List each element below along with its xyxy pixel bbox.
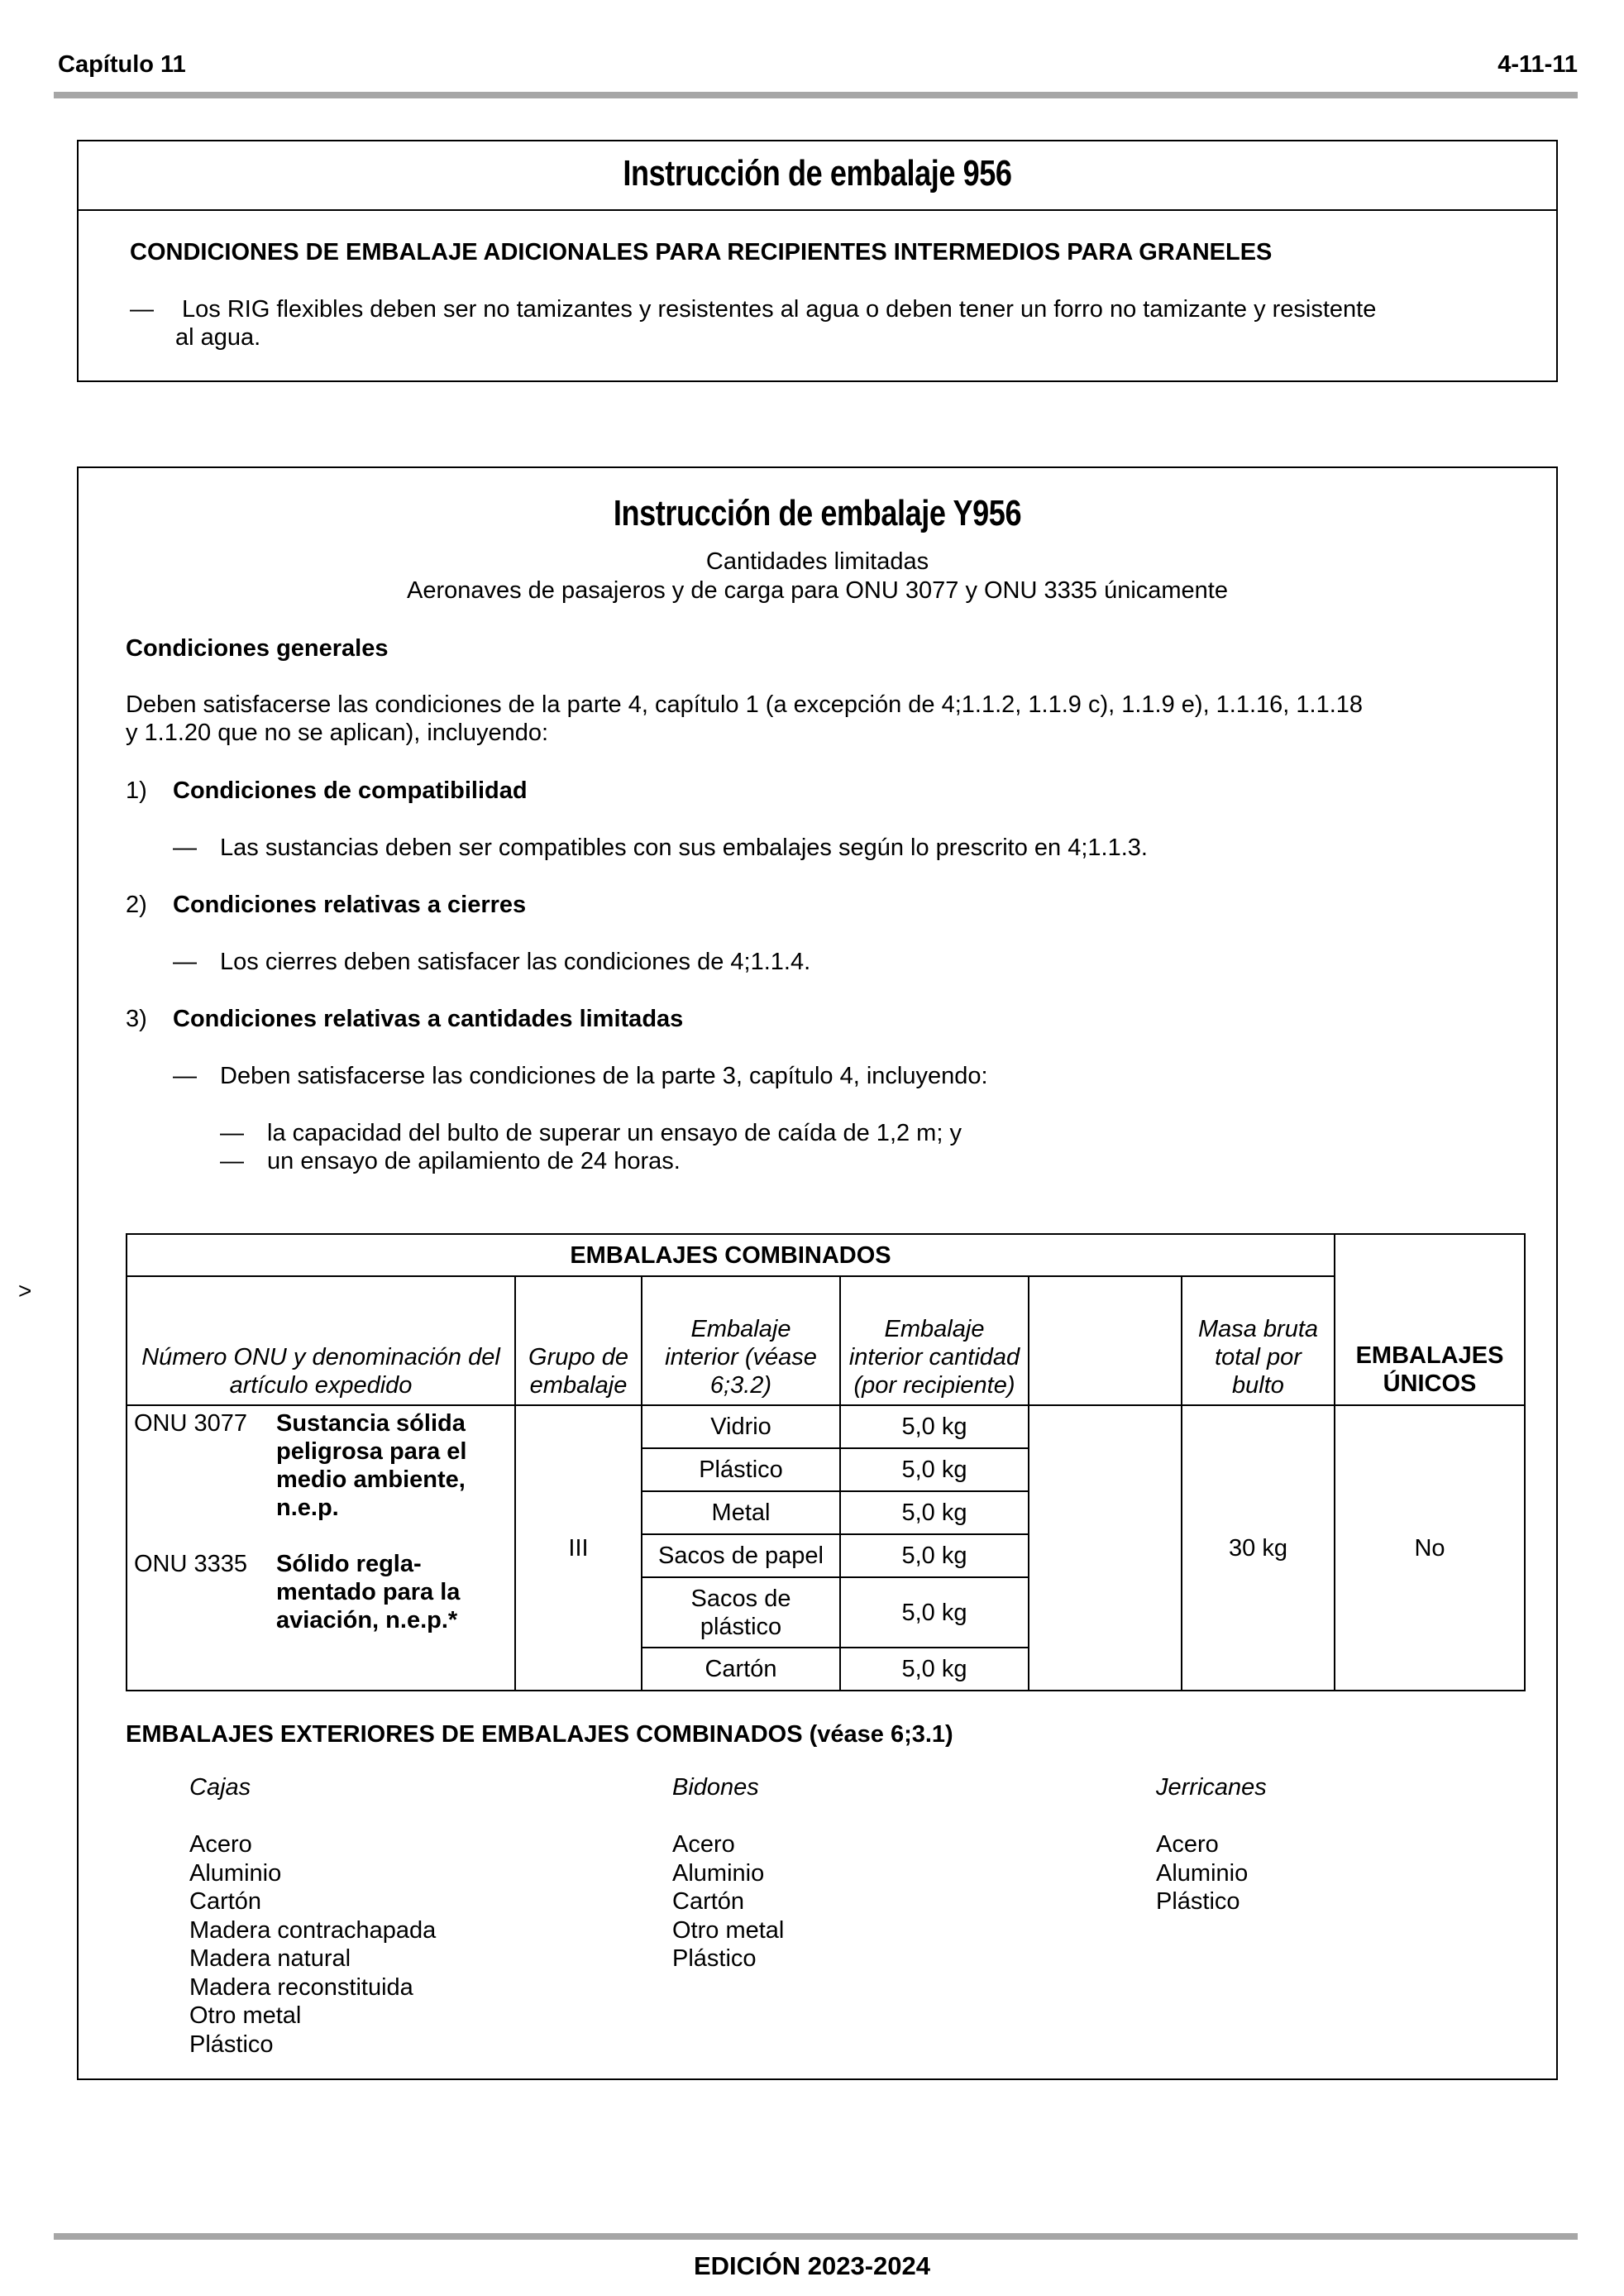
- item-3-number: 3): [126, 1006, 147, 1032]
- un-3335-name: Sólido regla-mentado para la aviación, n.e.p.*: [276, 1551, 461, 1634]
- outer-item: Aluminio: [672, 1859, 765, 1887]
- un-3077-name: Sustancia sólida peligrosa para el medio ambiente, n.e.p.: [276, 1410, 467, 1521]
- outer-item: Cartón: [189, 1888, 262, 1915]
- outer-item: Otro metal: [672, 1916, 785, 1944]
- gross-mass-value: 30 kg: [1182, 1405, 1335, 1691]
- inner-quantity-cell: 5,0 kg: [840, 1648, 1029, 1691]
- un-3077-number: ONU 3077: [134, 1410, 248, 1437]
- inner-packaging-header: Embalaje interior (véase 6;3.2): [642, 1276, 840, 1405]
- edition-footer: EDICIÓN 2023-2024: [693, 2251, 931, 2280]
- outer-item: Acero: [189, 1831, 252, 1858]
- pi956-dash: —: [130, 296, 154, 323]
- pi956-title-divider: [79, 209, 1556, 211]
- empty-column-cell: [1029, 1405, 1182, 1691]
- inner-quantity-cell: 5,0 kg: [840, 1577, 1029, 1648]
- un-number-header: Número ONU y denominación del artículo expedido: [127, 1276, 515, 1405]
- un-3335-number: ONU 3335: [134, 1551, 248, 1577]
- footer-rule: [54, 2233, 1578, 2240]
- outer-column-title: Jerricanes: [1156, 1774, 1267, 1801]
- chapter-label: Capítulo 11: [58, 51, 186, 78]
- y956-subtitle-1: Cantidades limitadas: [705, 548, 929, 575]
- outer-column-drums: [672, 1773, 784, 1973]
- combined-header: EMBALAJES COMBINADOS: [127, 1234, 1335, 1276]
- outer-item: Acero: [1156, 1831, 1219, 1858]
- inner-quantity-cell: 5,0 kg: [840, 1534, 1029, 1577]
- y956-subtitle-2: Aeronaves de pasajeros y de carga para ONU 3077 y ONU 3335 únicamente: [406, 577, 1228, 604]
- outer-column-title: Bidones: [672, 1774, 759, 1801]
- item-2-number: 2): [126, 892, 147, 918]
- outer-item: Cartón: [672, 1888, 745, 1915]
- inner-packaging-cell: Cartón: [642, 1648, 840, 1691]
- gross-mass-header: Masa bruta total por bulto: [1182, 1276, 1335, 1405]
- pi956-heading: CONDICIONES DE EMBALAJE ADICIONALES PARA RECIPIENTES INTERMEDIOS PARA GRANELES: [130, 239, 1273, 265]
- outer-item: Plástico: [189, 2031, 274, 2058]
- single-packagings-value: No: [1335, 1405, 1525, 1691]
- inner-quantity-cell: 5,0 kg: [840, 1405, 1029, 1448]
- subitem-2-text: un ensayo de apilamiento de 24 horas.: [267, 1148, 681, 1174]
- inner-packaging-cell: Vidrio: [642, 1405, 840, 1448]
- single-packagings-header: EMBALAJES ÚNICOS: [1335, 1234, 1525, 1405]
- pi956-text-line2: al agua.: [175, 324, 261, 351]
- outer-item: Madera contrachapada: [189, 1916, 437, 1944]
- outer-column-title: Cajas: [189, 1774, 251, 1801]
- empty-header-cell: [1029, 1276, 1182, 1405]
- outer-column-jerricans: [1156, 1773, 1267, 1916]
- item-1-text: Las sustancias deben ser compatibles con sus embalajes según lo prescrito en 4;1.1.3.: [220, 835, 1148, 861]
- item-1-number: 1): [126, 777, 147, 804]
- inner-quantity-header: Embalaje interior cantidad (por recipiente): [840, 1276, 1029, 1405]
- outer-item: Plástico: [672, 1945, 757, 1972]
- outer-item: Acero: [672, 1831, 735, 1858]
- item-3-heading: Condiciones relativas a cantidades limitadas: [173, 1006, 684, 1032]
- item-2-text: Los cierres deben satisfacer las condiciones de 4;1.1.4.: [220, 949, 811, 975]
- pi956-text-line1: Los RIG flexibles deben ser no tamizantes y resistentes al agua o deben tener un forro no tamizante y resistente: [182, 296, 1377, 323]
- general-conditions-line1: Deben satisfacerse las condiciones de la parte 4, capítulo 1 (a excepción de 4;1.1.2, 1.1.9 c), 1.1.9 e), 1.1.16, 1.1.18: [126, 691, 1364, 718]
- outer-item: Madera natural: [189, 1945, 351, 1972]
- inner-packaging-cell: Sacos de papel: [642, 1534, 840, 1577]
- general-conditions-heading: Condiciones generales: [126, 635, 389, 662]
- packing-instruction-956-box: [77, 140, 1558, 382]
- inner-packaging-cell: Plástico: [642, 1448, 840, 1491]
- item-1-dash: —: [173, 835, 197, 861]
- item-2-dash: —: [173, 949, 197, 975]
- outer-packagings-heading: EMBALAJES EXTERIORES DE EMBALAJES COMBINADOS (véase 6;3.1): [126, 1721, 953, 1748]
- inner-quantity-cell: 5,0 kg: [840, 1448, 1029, 1491]
- inner-quantity-cell: 5,0 kg: [840, 1491, 1029, 1534]
- general-conditions-line2: y 1.1.20 que no se aplican), incluyendo:: [126, 720, 549, 746]
- item-3-text: Deben satisfacerse las condiciones de la parte 3, capítulo 4, incluyendo:: [220, 1063, 988, 1089]
- item-2-heading: Condiciones relativas a cierres: [173, 892, 527, 918]
- y956-title: Instrucción de embalaje Y956: [613, 493, 1022, 533]
- subitem-1-text: la capacidad del bulto de superar un ensayo de caída de 1,2 m; y: [267, 1120, 962, 1146]
- subitem-2-dash: —: [220, 1148, 244, 1174]
- outer-item: Madera reconstituida: [189, 1973, 413, 2001]
- packing-group-header: Grupo de embalaje: [515, 1276, 642, 1405]
- packing-group-value: III: [515, 1405, 642, 1691]
- inner-packaging-cell: Metal: [642, 1491, 840, 1534]
- outer-item: Aluminio: [1156, 1859, 1249, 1887]
- outer-item: Plástico: [1156, 1888, 1240, 1915]
- subitem-1-dash: —: [220, 1120, 244, 1146]
- un-entries-cell: [127, 1405, 515, 1691]
- header-rule: [54, 92, 1578, 98]
- page-number: 4-11-11: [1497, 51, 1578, 78]
- outer-item: Otro metal: [189, 2002, 302, 2029]
- outer-column-boxes: [189, 1773, 436, 2059]
- item-1-heading: Condiciones de compatibilidad: [173, 777, 528, 804]
- combination-packaging-table: [126, 1233, 1526, 1691]
- pi956-title: Instrucción de embalaje 956: [623, 153, 1012, 194]
- inner-packaging-cell: Sacos de plástico: [642, 1577, 840, 1648]
- outer-item: Aluminio: [189, 1859, 282, 1887]
- item-3-dash: —: [173, 1063, 197, 1089]
- change-mark: >: [18, 1278, 32, 1303]
